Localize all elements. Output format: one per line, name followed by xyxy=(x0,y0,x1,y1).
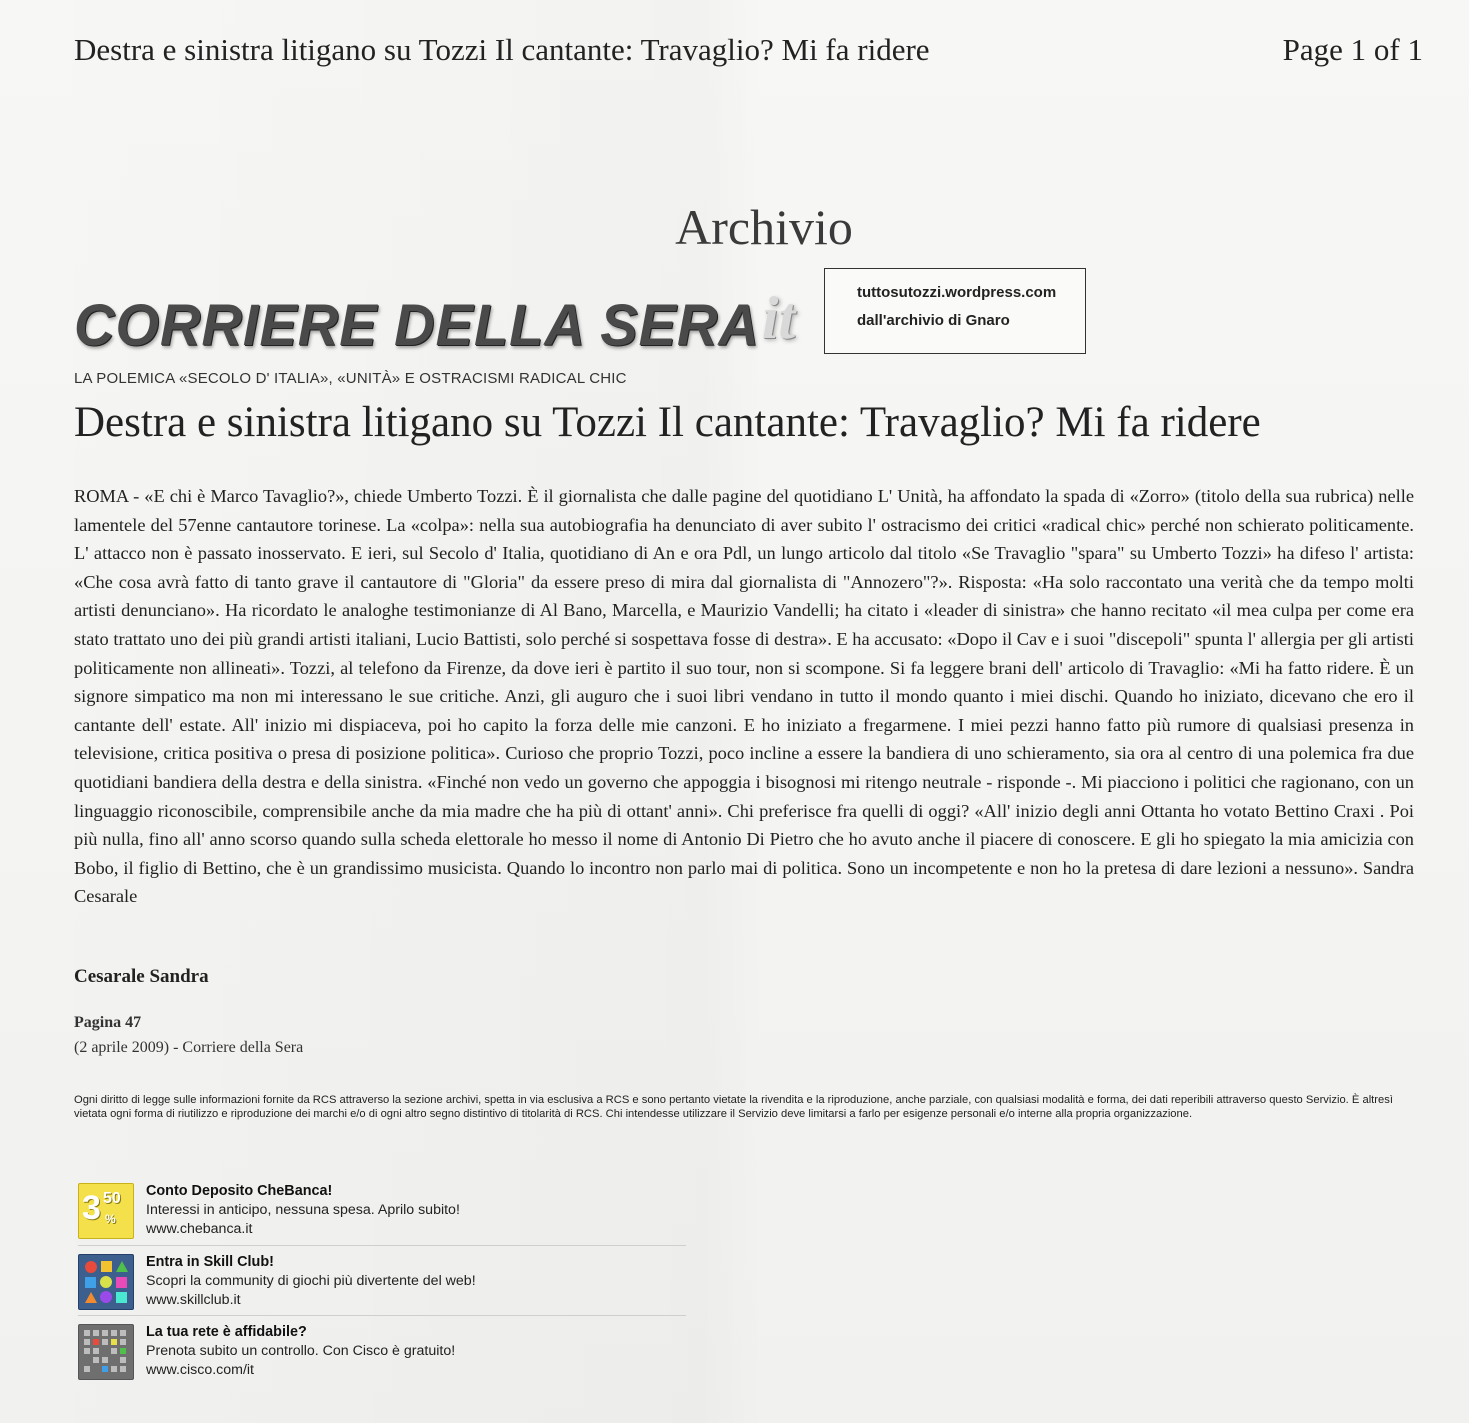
stamp-site: tuttosutozzi.wordpress.com xyxy=(857,284,1057,301)
logo-main-text: CORRIERE DELLA SERA xyxy=(74,291,760,358)
ad-desc: Prenota subito un controllo. Con Cisco è gratuito! xyxy=(146,1343,456,1359)
article-date-source: (2 aprile 2009) - Corriere della Sera xyxy=(74,1039,304,1056)
ad-chebanca[interactable] xyxy=(78,1183,688,1245)
ad-divider xyxy=(78,1245,686,1246)
badge-big: 3 xyxy=(82,1189,101,1227)
badge-pct: % xyxy=(105,1212,116,1226)
article-headline: Destra e sinistra litigano su Tozzi Il cantante: Travaglio? Mi fa ridere xyxy=(74,399,1261,446)
logo-suffix: it xyxy=(761,285,796,351)
stamp-credit: dall'archivio di Gnaro xyxy=(857,312,1010,329)
network-grid-icon xyxy=(78,1324,134,1380)
game-pieces-icon xyxy=(78,1254,134,1310)
ad-url[interactable]: www.skillclub.it xyxy=(146,1292,241,1308)
ad-desc: Interessi in anticipo, nessuna spesa. Aprilo subito! xyxy=(146,1202,460,1218)
ad-title[interactable]: Entra in Skill Club! xyxy=(146,1254,274,1270)
chebanca-rate-icon xyxy=(78,1183,134,1239)
ad-divider xyxy=(78,1315,686,1316)
ad-title[interactable]: Conto Deposito CheBanca! xyxy=(146,1183,333,1199)
article-body: ROMA - «E chi è Marco Tavaglio?», chiede Umberto Tozzi. È il giornalista che dalle pagine del quotidiano L' Unità, ha affondato la spada di «Zorro» (titolo della sua rubrica) nelle lamentele del 57enne cantautore torinese. La «colpa»: nella sua autobiografia ha denunciato di aver subito l' ostracismo dei critici «radical chic» perché non schierato politicamente. L' attacco non è passato inosservato. E ieri, sul Secolo d' Italia, quotidiano di An e ora Pdl, un lungo articolo dal titolo «Se Travaglio "spara" su Umberto Tozzi» ha difeso l' artista: «Che cosa avrà fatto di tanto grave il cantautore di "Gloria" da essere preso di mira dal giornalista di "Annozero"?». Risposta: «Ha solo raccontato una verità che da tempo molti artisti denunciano». Ha ricordato le analoghe testimonianze di Al Bano, Marcella, e Maurizio Vandelli; ha citato i «leader di sinistra» che hanno recitato «il mea culpa per come era stato trattato uno dei più grandi artisti italiani, Lucio Battisti, solo perché si sospettava fosse di destra». E ha accusato: «Dopo il Cav e i suoi "discepoli" spunta l' allergia per gli artisti politicamente non allineati». Tozzi, al telefono da Firenze, da dove ieri è partito il suo tour, non si scompone. Si fa leggere brani dell' articolo di Travaglio: «Mi ha fatto ridere. È un signore simpatico ma non mi interessano le sue critiche. Anzi, gli auguro che i suoi libri vendano in tutto il mondo quanto i miei dischi. Quando ho iniziato, dicevano che ero il cantante dell' estate. All' inizio mi dispiaceva, poi ho capito la forza delle mie canzoni. E ho iniziato a fregarmene. I miei pezzi hanno fatto più rumore di qualsiasi presenza in televisione, critica positiva o presa di posizione politica». Curioso che proprio Tozzi, poco incline a essere la bandiera di uno schieramento, sia ora al centro di una polemica fra due quotidiani bandiera della destra e della sinistra. «Finché non vedo un governo che appoggia i bisognosi mi ritengo neutrale - risponde -. Mi piacciono i politici che ragionano, con un linguaggio riconoscibile, comprensibile anche da mia madre che ha più di ottant' anni». Chi preferisce fra quelli di oggi? «All' inizio degli anni Ottanta ho votato Bettino Craxi . Poi più nulla, fino all' anno scorso quando sulla scheda elettorale ho messo il nome di Antonio Di Pietro che ho avuto anche il piacere di conoscere. E gli ho spiegato la mia amicizia con Bobo, il figlio di Bettino, che è un grandissimo musicista. Quando lo incontro non parlo mai di politica. Sono un incompetente e non ho la pretesa di dare lezioni a nessuno». Sandra Cesarale xyxy=(74,486,1414,907)
ad-url[interactable]: www.chebanca.it xyxy=(146,1221,253,1237)
article-author: Cesarale Sandra xyxy=(74,966,209,987)
ad-skillclub[interactable] xyxy=(78,1254,688,1316)
corriere-logo xyxy=(74,285,796,360)
print-header-title: Destra e sinistra litigano su Tozzi Il cantante: Travaglio? Mi fa ridere xyxy=(74,32,930,67)
section-title: Archivio xyxy=(675,199,853,255)
badge-small: 50 xyxy=(103,1190,121,1207)
copyright-disclaimer: Ogni diritto di legge sulle informazioni fornite da RCS attraverso la sezione archivi, spetta in via esclusiva a RCS e sono pertanto vietate la rivendita e la riproduzione, anche parziale, con qualsiasi modalità e forma, dei dati reperibili attraverso questo Servizio. È altresì vietata ogni forma di riutilizzo e riproduzione dei marchi e/o di ogni altro segno distintivo di titolarità di RCS. Chi intendesse utilizzare il Servizio deve limitarsi a farlo per esigenze personali e/o interne alla propria organizzazione. xyxy=(74,1094,1393,1120)
print-page-indicator: Page 1 of 1 xyxy=(1282,32,1423,67)
article-page: Pagina 47 xyxy=(74,1014,142,1031)
ad-desc: Scopri la community di giochi più divertente del web! xyxy=(146,1273,476,1289)
ad-url[interactable]: www.cisco.com/it xyxy=(146,1362,254,1378)
watermark-stamp-box xyxy=(824,268,1086,354)
ad-cisco[interactable] xyxy=(78,1324,688,1386)
ad-title[interactable]: La tua rete è affidabile? xyxy=(146,1324,307,1340)
article-kicker: LA POLEMICA «SECOLO D' ITALIA», «UNITÀ» E OSTRACISMI RADICAL CHIC xyxy=(74,370,627,387)
